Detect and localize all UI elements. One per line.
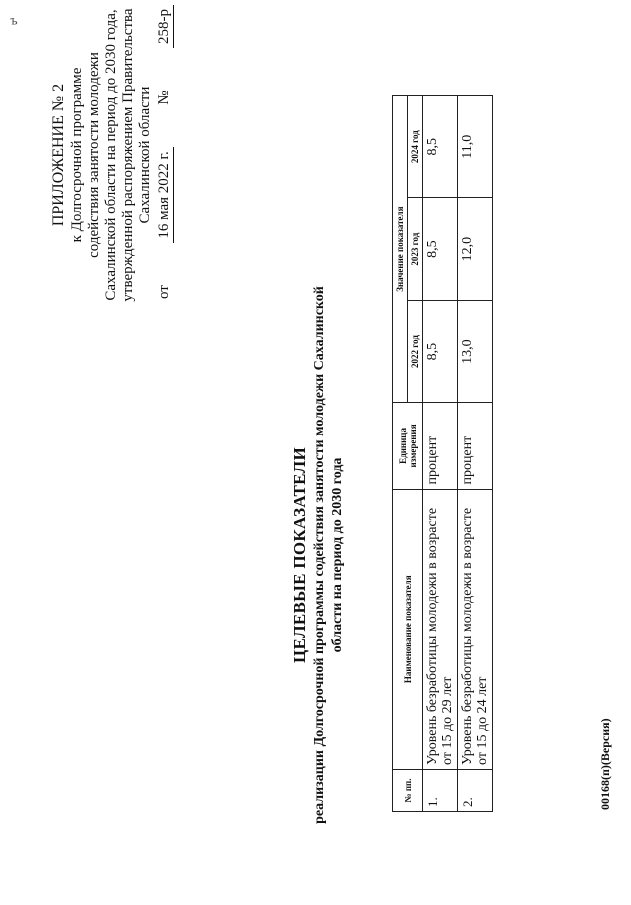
row-value-2023: 12,0 [458, 198, 493, 300]
header-unit: Единица измерения [393, 403, 423, 489]
row-unit: процент [458, 403, 493, 489]
table-header-row [393, 96, 408, 812]
approval-line-2: содействия занятости молодежи [86, 52, 102, 258]
approval-date-row [156, 5, 174, 305]
document-title: ЦЕЛЕВЫЕ ПОКАЗАТЕЛИ [290, 446, 309, 664]
row-num: 2. [458, 769, 493, 811]
document-subtitle-2: области на период до 2030 года [330, 457, 345, 653]
document-heading [290, 255, 346, 855]
approval-line-1: к Долгосрочной программе [69, 67, 85, 243]
row-value-2022: 13,0 [458, 300, 493, 402]
number-label: № [156, 90, 172, 105]
header-year-2023: 2023 год [408, 198, 423, 300]
header-num: № пп. [393, 769, 423, 811]
appendix-title: ПРИЛОЖЕНИЕ № 2 [50, 83, 67, 227]
row-unit: процент [423, 403, 458, 489]
row-value-2022: 8,5 [423, 300, 458, 402]
corner-mark: ъ [10, 13, 18, 29]
approval-date: 16 мая 2022 г. [156, 147, 174, 242]
table-row [423, 96, 458, 812]
approval-block [50, 5, 174, 305]
document-subtitle-1: реализации Долгосрочной программы содействия занятости молодежи Сахалинской [312, 286, 327, 824]
row-value-2024: 8,5 [423, 96, 458, 198]
row-num: 1. [423, 769, 458, 811]
from-label: от [156, 285, 172, 299]
approval-line-3: Сахалинской области на период до 2030 года, [103, 9, 119, 301]
approval-number: 258-р [156, 5, 174, 48]
row-value-2024: 11,0 [458, 96, 493, 198]
approval-line-5: Сахалинской области [137, 86, 153, 224]
header-name: Наименование показателя [393, 489, 423, 769]
header-year-2024: 2024 год [408, 96, 423, 198]
row-value-2023: 8,5 [423, 198, 458, 300]
header-year-2022: 2022 год [408, 300, 423, 402]
row-indicator-name: Уровень безработицы молодежи в возрасте от 15 до 24 лет [458, 489, 493, 769]
row-indicator-name: Уровень безработицы молодежи в возрасте от 15 до 29 лет [423, 489, 458, 769]
document-code: 00168(п)(Версия) [598, 718, 612, 810]
table-row [458, 96, 493, 812]
header-values-group: Значение показателя [393, 96, 408, 403]
indicators-table [392, 95, 493, 812]
approval-line-4: утвержденной распоряжением Правительства [120, 8, 136, 302]
